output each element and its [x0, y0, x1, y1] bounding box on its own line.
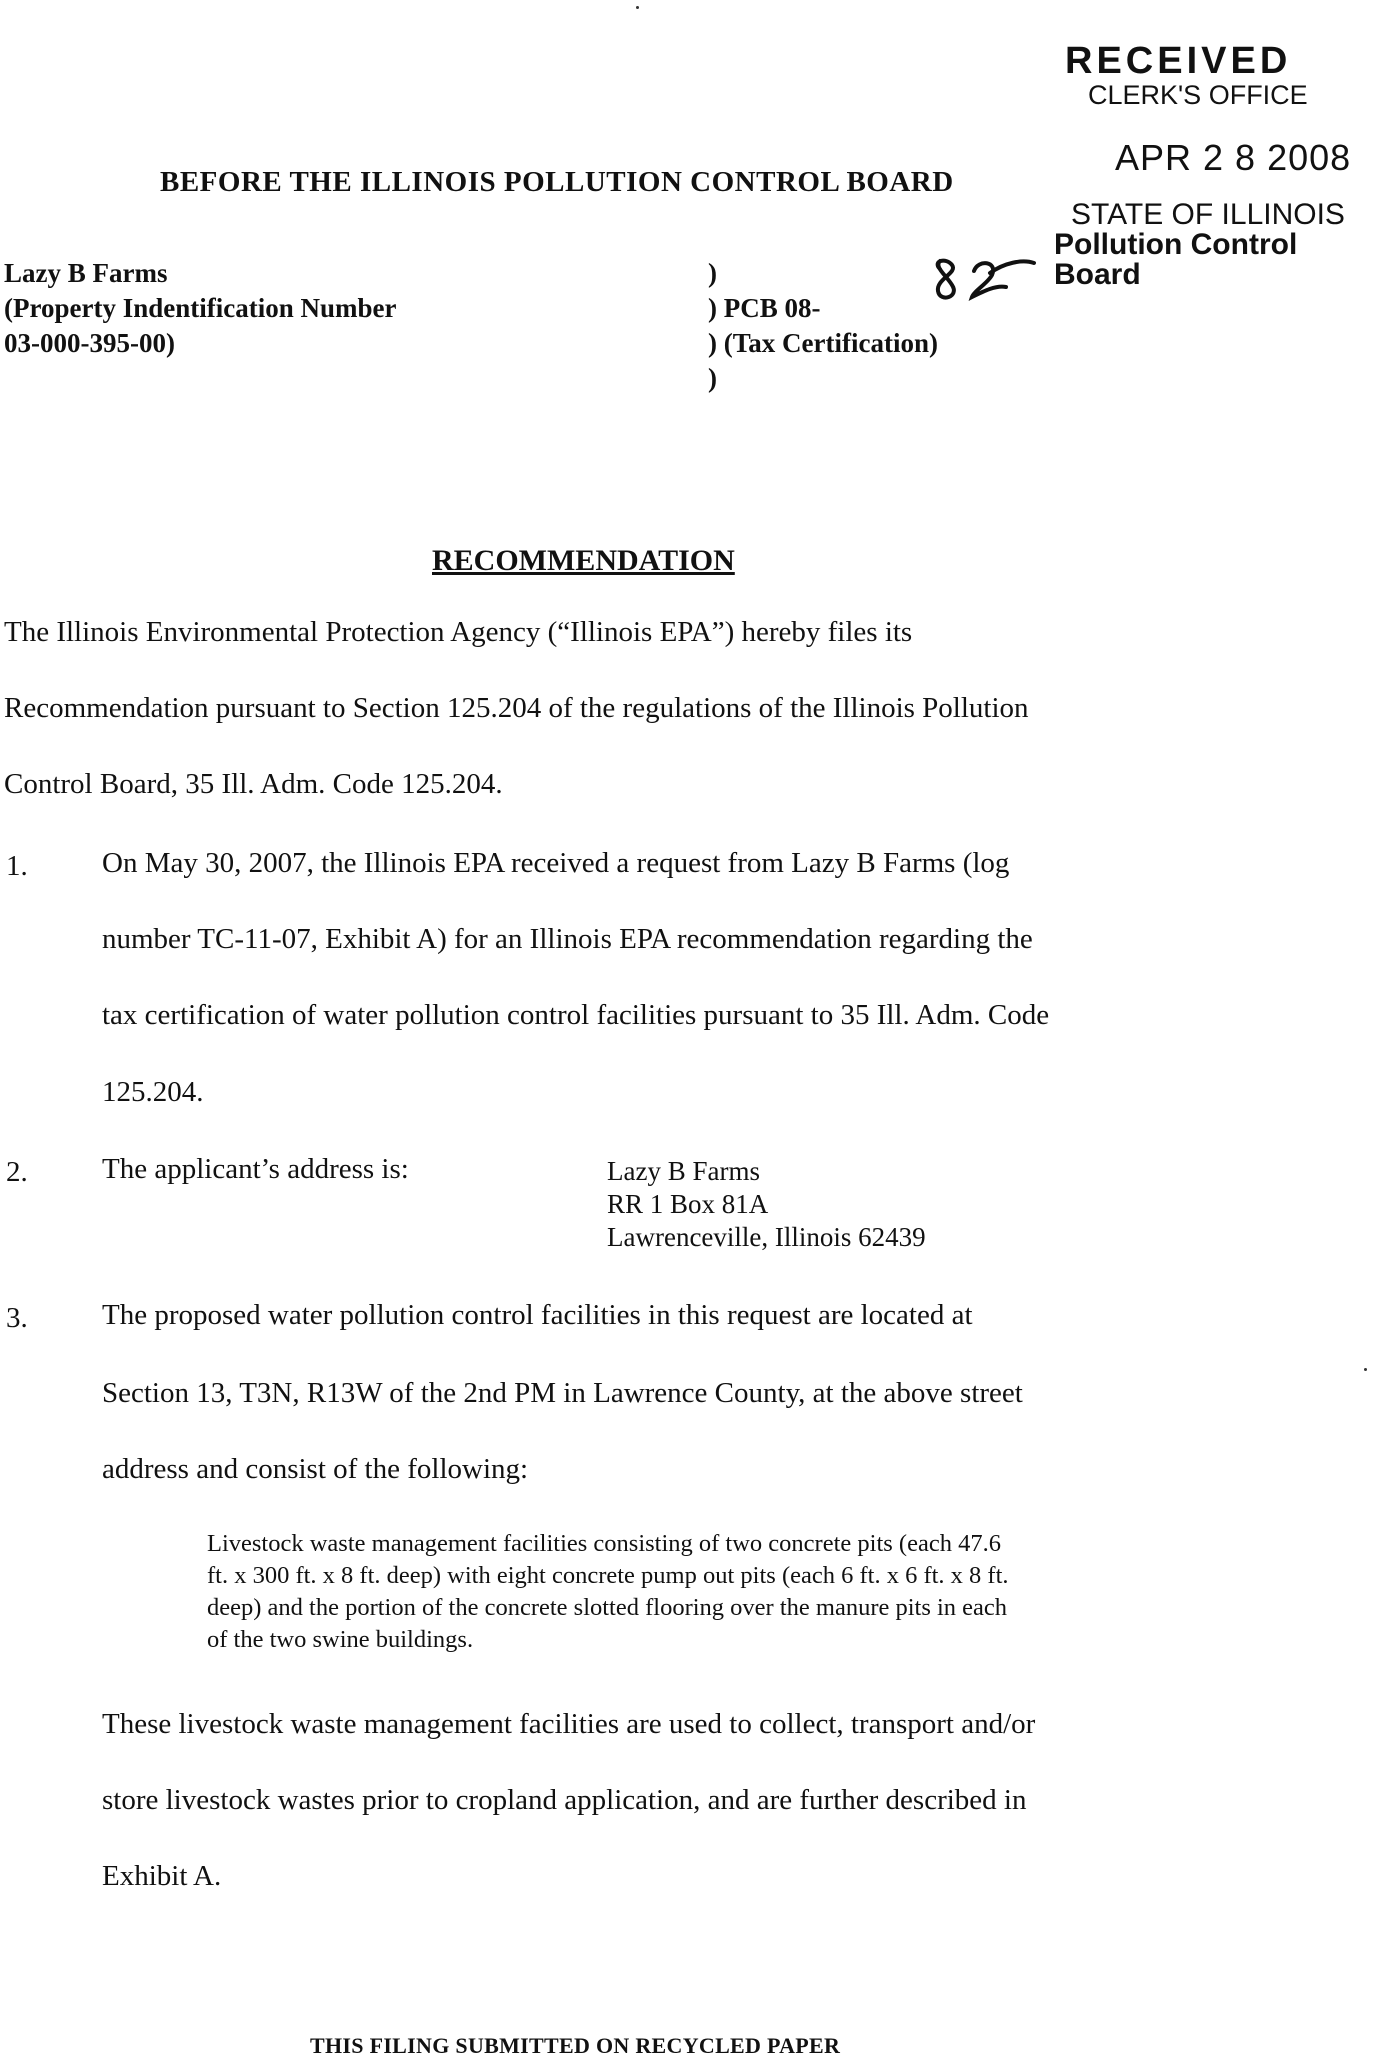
- scan-speck: [636, 6, 639, 9]
- item-number: 2.: [6, 1156, 28, 1188]
- address-line: RR 1 Box 81A: [607, 1189, 769, 1219]
- caption-paren: ): [708, 258, 717, 288]
- address-line: Lazy B Farms: [607, 1156, 760, 1186]
- item1-line: number TC-11-07, Exhibit A) for an Illinois EPA recommendation regarding the: [102, 923, 1033, 955]
- received-stamp-clerk: CLERK'S OFFICE: [1088, 80, 1308, 110]
- description-line: ft. x 300 ft. x 8 ft. deep) with eight concrete pump out pits (each 6 ft. x 6 ft. x 8 ft.: [207, 1562, 1009, 1589]
- item1-line: 125.204.: [102, 1076, 204, 1108]
- handwritten-case-number: [926, 251, 1036, 307]
- applicant-address: [607, 1155, 926, 1254]
- description-line: deep) and the portion of the concrete slotted flooring over the manure pits in each: [207, 1594, 1008, 1621]
- item3-line: address and consist of the following:: [102, 1453, 529, 1485]
- received-stamp-date: APR 2 8 2008: [1115, 137, 1352, 178]
- case-caption: [708, 256, 938, 396]
- closing-line: These livestock waste management facilities are used to collect, transport and/or: [102, 1708, 1036, 1740]
- board-title: BEFORE THE ILLINOIS POLLUTION CONTROL BOARD: [160, 166, 954, 198]
- scan-speck: [1364, 1368, 1367, 1371]
- applicant-address-label: The applicant’s address is:: [102, 1153, 409, 1185]
- facility-description: [207, 1528, 1009, 1656]
- received-stamp-state: STATE OF ILLINOIS: [1071, 198, 1345, 231]
- item-number: 1.: [6, 850, 28, 882]
- address-line: Lawrenceville, Illinois 62439: [607, 1222, 926, 1252]
- description-line: of the two swine buildings.: [207, 1626, 474, 1653]
- property-id-number: 03-000-395-00): [4, 328, 175, 358]
- petitioner-caption: [4, 256, 396, 361]
- received-stamp-board: Pollution Control Board: [1054, 228, 1298, 291]
- recycled-paper-footer: THIS FILING SUBMITTED ON RECYCLED PAPER: [310, 2033, 841, 2058]
- document-heading: RECOMMENDATION: [432, 544, 735, 577]
- received-stamp-title: RECEIVED: [1065, 40, 1292, 82]
- item1-line: On May 30, 2007, the Illinois EPA received a request from Lazy B Farms (log: [102, 847, 1010, 879]
- intro-line: Recommendation pursuant to Section 125.204 of the regulations of the Illinois Pollution: [4, 692, 1029, 724]
- petitioner-name: Lazy B Farms: [4, 258, 168, 288]
- item-number: 3.: [6, 1302, 28, 1334]
- item3-line: Section 13, T3N, R13W of the 2nd PM in Lawrence County, at the above street: [102, 1377, 1023, 1409]
- closing-line: store livestock wastes prior to cropland application, and are further described in: [102, 1784, 1027, 1816]
- property-id-label: (Property Indentification Number: [4, 293, 397, 323]
- intro-line: Control Board, 35 Ill. Adm. Code 125.204.: [4, 768, 503, 800]
- item1-line: tax certification of water pollution control facilities pursuant to 35 Ill. Adm. Code: [102, 999, 1050, 1031]
- item3-line: The proposed water pollution control facilities in this request are located at: [102, 1299, 973, 1331]
- caption-paren: ): [708, 363, 717, 393]
- intro-line: The Illinois Environmental Protection Agency (“Illinois EPA”) hereby files its: [4, 616, 913, 648]
- closing-line: Exhibit A.: [102, 1860, 222, 1892]
- case-number-label: ) PCB 08-: [708, 293, 821, 323]
- case-type: ) (Tax Certification): [708, 328, 938, 358]
- description-line: Livestock waste management facilities consisting of two concrete pits (each 47.6: [207, 1530, 1001, 1557]
